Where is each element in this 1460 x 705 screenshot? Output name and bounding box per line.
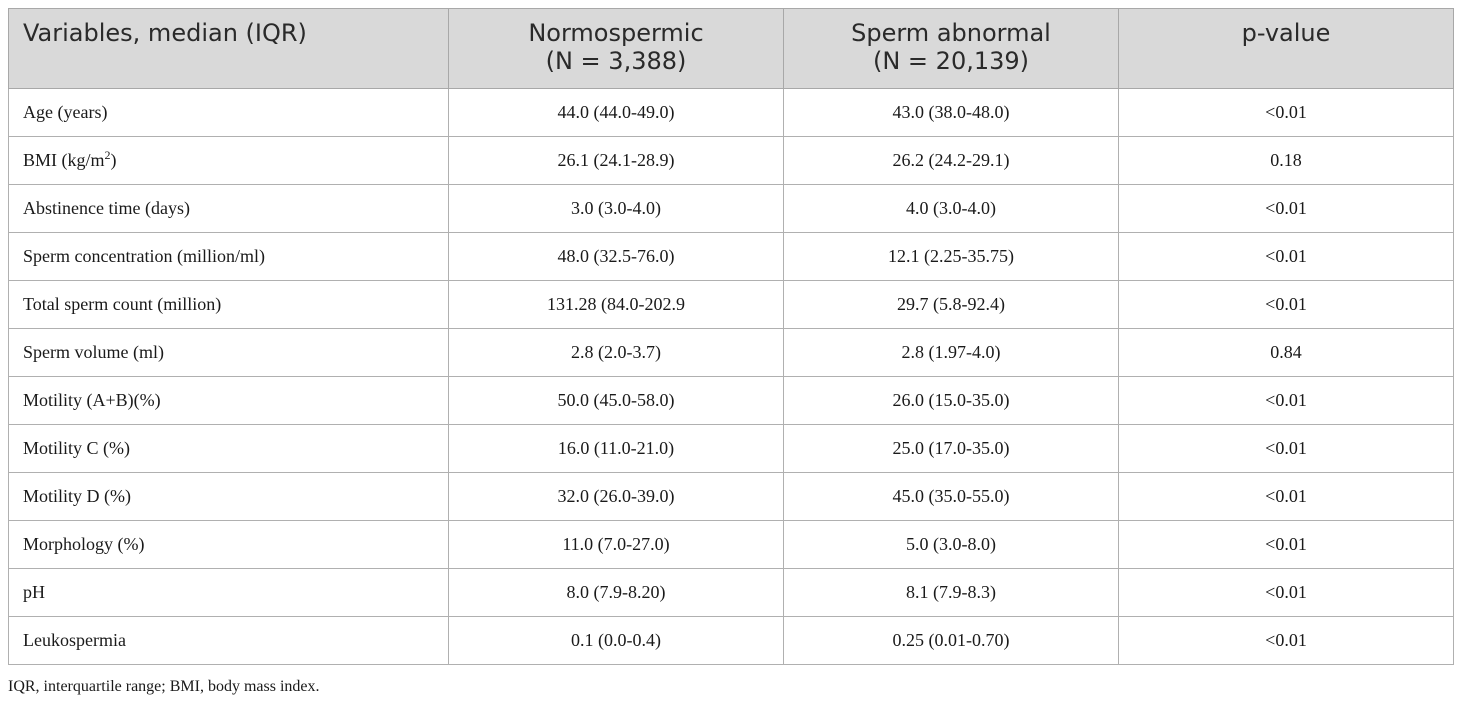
row-normospermic-value: 32.0 (26.0-39.0) — [449, 473, 784, 521]
header-row — [9, 9, 1454, 89]
table-row — [9, 329, 1454, 377]
table-header — [9, 9, 1454, 89]
header-normospermic — [449, 9, 784, 89]
results-table — [8, 8, 1454, 665]
row-abnormal-value: 8.1 (7.9-8.3) — [784, 569, 1119, 617]
table-row — [9, 425, 1454, 473]
table-row — [9, 233, 1454, 281]
row-abnormal-value: 2.8 (1.97-4.0) — [784, 329, 1119, 377]
row-abnormal-value: 29.7 (5.8-92.4) — [784, 281, 1119, 329]
row-normospermic-value: 11.0 (7.0-27.0) — [449, 521, 784, 569]
row-abnormal-value: 5.0 (3.0-8.0) — [784, 521, 1119, 569]
table-body — [9, 89, 1454, 665]
row-variable: Total sperm count (million) — [9, 281, 449, 329]
table-row — [9, 473, 1454, 521]
row-variable: Abstinence time (days) — [9, 185, 449, 233]
row-variable: Motility C (%) — [9, 425, 449, 473]
row-abnormal-value: 26.2 (24.2-29.1) — [784, 137, 1119, 185]
row-p-value: <0.01 — [1119, 617, 1454, 665]
header-variables-label: Variables, median (IQR) — [23, 19, 307, 47]
row-variable: Morphology (%) — [9, 521, 449, 569]
row-variable-text: BMI (kg/m — [23, 150, 105, 170]
row-p-value: <0.01 — [1119, 377, 1454, 425]
table-row — [9, 137, 1454, 185]
table-row — [9, 281, 1454, 329]
row-variable — [9, 137, 449, 185]
row-p-value: 0.84 — [1119, 329, 1454, 377]
row-p-value: <0.01 — [1119, 521, 1454, 569]
header-normospermic-label: Normospermic — [528, 19, 704, 47]
row-variable: Motility (A+B)(%) — [9, 377, 449, 425]
row-variable: Motility D (%) — [9, 473, 449, 521]
row-normospermic-value: 26.1 (24.1-28.9) — [449, 137, 784, 185]
header-p-value-label: p-value — [1241, 19, 1331, 47]
table-footnote: IQR, interquartile range; BMI, body mass index. — [8, 678, 320, 695]
row-abnormal-value: 25.0 (17.0-35.0) — [784, 425, 1119, 473]
row-variable: pH — [9, 569, 449, 617]
row-p-value: <0.01 — [1119, 233, 1454, 281]
row-abnormal-value: 12.1 (2.25-35.75) — [784, 233, 1119, 281]
table-row — [9, 89, 1454, 137]
row-p-value: <0.01 — [1119, 425, 1454, 473]
row-normospermic-value: 2.8 (2.0-3.7) — [449, 329, 784, 377]
row-normospermic-value: 48.0 (32.5-76.0) — [449, 233, 784, 281]
table-row — [9, 185, 1454, 233]
row-variable: Leukospermia — [9, 617, 449, 665]
row-abnormal-value: 45.0 (35.0-55.0) — [784, 473, 1119, 521]
header-p-value — [1119, 9, 1454, 89]
row-normospermic-value: 0.1 (0.0-0.4) — [449, 617, 784, 665]
row-variable: Sperm volume (ml) — [9, 329, 449, 377]
row-variable-superscript: 2 — [104, 148, 111, 162]
row-abnormal-value: 4.0 (3.0-4.0) — [784, 185, 1119, 233]
table-row — [9, 377, 1454, 425]
row-p-value: <0.01 — [1119, 185, 1454, 233]
header-sperm-abnormal — [784, 9, 1119, 89]
row-normospermic-value: 8.0 (7.9-8.20) — [449, 569, 784, 617]
header-abnormal-count: (N = 20,139) — [872, 47, 1030, 75]
table-row — [9, 569, 1454, 617]
row-variable: Age (years) — [9, 89, 449, 137]
row-normospermic-value: 3.0 (3.0-4.0) — [449, 185, 784, 233]
header-abnormal-label: Sperm abnormal — [851, 19, 1051, 47]
row-normospermic-value: 50.0 (45.0-58.0) — [449, 377, 784, 425]
table-row — [9, 521, 1454, 569]
row-abnormal-value: 43.0 (38.0-48.0) — [784, 89, 1119, 137]
data-table-container — [8, 8, 1453, 665]
row-p-value: <0.01 — [1119, 281, 1454, 329]
row-abnormal-value: 0.25 (0.01-0.70) — [784, 617, 1119, 665]
header-normospermic-count: (N = 3,388) — [545, 47, 687, 75]
row-p-value: <0.01 — [1119, 569, 1454, 617]
row-p-value: <0.01 — [1119, 473, 1454, 521]
row-normospermic-value: 131.28 (84.0-202.9 — [449, 281, 784, 329]
row-normospermic-value: 44.0 (44.0-49.0) — [449, 89, 784, 137]
row-abnormal-value: 26.0 (15.0-35.0) — [784, 377, 1119, 425]
row-normospermic-value: 16.0 (11.0-21.0) — [449, 425, 784, 473]
row-variable-suffix: ) — [110, 150, 117, 170]
row-variable: Sperm concentration (million/ml) — [9, 233, 449, 281]
table-row — [9, 617, 1454, 665]
row-p-value: <0.01 — [1119, 89, 1454, 137]
header-variables — [9, 9, 449, 89]
row-p-value: 0.18 — [1119, 137, 1454, 185]
